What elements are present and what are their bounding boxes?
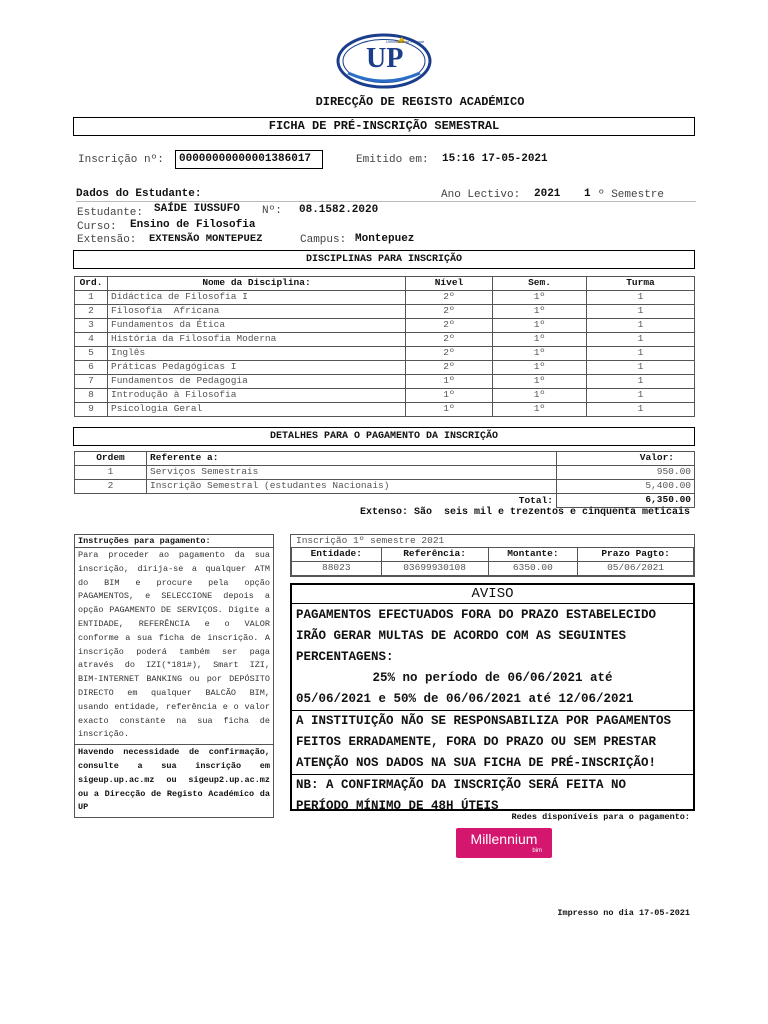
notice-line: A INSTITUIÇÃO NÃO SE RESPONSABILIZA POR PAGAMENTOS [296,714,672,728]
col-deadline: Prazo Pagto: [578,548,694,562]
cell-ord: 1 [75,291,108,305]
student-name-label: Estudante: [77,207,144,219]
cell-level: 1º [406,375,493,389]
cell-semester: 1º [493,305,587,319]
form-title: FICHA DE PRÉ-INSCRIÇÃO SEMESTRAL [268,119,500,133]
extension-label: Extensão: [77,234,137,246]
issued-label: Emitido em: [356,154,429,166]
notice-line: FEITOS ERRADAMENTE, FORA DO PRAZO OU SEM PRESTAR [296,735,657,749]
cell-ord: 4 [75,333,108,347]
reference-box [290,534,695,577]
cell-semester: 1º [493,291,587,305]
cell-discipline: Fundamentos de Pedagogia [108,375,406,389]
form-title-box [73,117,695,136]
payment-networks-label: Redes disponíveis para o pagamento: [511,812,690,822]
table-row [75,480,695,494]
payment-title: DETALHES PARA O PAGAMENTO DA INSCRIÇÃO [269,431,499,442]
academic-year-label: Ano Lectivo: [441,189,521,201]
reference-values-row [292,562,694,576]
cell-ord: 7 [75,375,108,389]
instructions-body: Para proceder ao pagamento da sua inscrição, dirija-se a qualquer ATM do BIM e procure pela opção PAGAMENTOS, e SELECCIONE depois a opção PAGAMENTO DE SERVIÇOS. Digite a ENTIDADE, REFERÊNCIA e o VALOR conforme a sua ficha de inscrição. A inscrição poderá também ser paga através do IZI(*181#), Smart IZI, BIM-INTERNET BANKING ou por DEPÓSITO DIRECTO em qualquer BALCÃO BIM, usando entidade, referência e o valor exacto constante na sua ficha de inscrição. [75,548,273,745]
entity-value: 88023 [292,562,382,576]
table-row [75,375,695,389]
payment-header-row [75,452,695,466]
notice-box [290,583,695,811]
cell-ord: 9 [75,403,108,417]
student-id: 08.1582.2020 [299,204,379,216]
campus: Montepuez [355,233,415,245]
bank-sub: bim [532,848,542,854]
table-row [75,347,695,361]
millennium-bim-logo [456,828,552,858]
table-row [75,291,695,305]
cell-class: 1 [587,389,695,403]
cell-level: 1º [406,389,493,403]
col-class: Turma [587,277,695,291]
table-row [75,389,695,403]
student-section-title: Dados do Estudante: [76,188,202,200]
cell-semester: 1º [493,319,587,333]
cell-discipline: História da Filosofia Moderna [108,333,406,347]
cell-order: 1 [75,466,147,480]
course-label: Curso: [77,221,117,233]
cell-semester: 1º [493,375,587,389]
cell-class: 1 [587,403,695,417]
col-ord: Ord. [75,277,108,291]
cell-order: 2 [75,480,147,494]
cell-discipline: Introdução à Filosofia [108,389,406,403]
cell-level: 1º [406,403,493,417]
registration-number: 00000000000001386017 [179,153,312,165]
notice-line: 25% no período de 06/06/2021 até [372,671,613,685]
col-order: Ordem [75,452,147,466]
academic-year: 2021 [534,188,561,200]
student-divider [76,201,696,202]
col-entity: Entidade: [292,548,382,562]
cell-semester: 1º [493,389,587,403]
table-row [75,333,695,347]
printed-date: Impresso no dia 17-05-2021 [557,908,690,918]
cell-class: 1 [587,361,695,375]
amount-value: 6350.00 [488,562,578,576]
confirmation-note: Havendo necessidade de confirmação, consulte a sua inscrição em sigeup.up.ac.mz ou sigeup2.up.ac.mz ou a Direcção de Registo Académico da UP [78,747,270,813]
payment-table [74,451,695,508]
cell-semester: 1º [493,333,587,347]
col-value: Valor: [557,452,695,466]
cell-class: 1 [587,291,695,305]
instructions-title: Instruções para pagamento: [75,535,273,548]
cell-semester: 1º [493,403,587,417]
notice-line: PERÍODO MÍNIMO DE 48H ÚTEIS [296,799,499,813]
reference-value: 03699930108 [381,562,488,576]
semester-number: 1 [584,188,591,200]
course: Ensino de Filosofia [130,219,256,231]
disciplines-table [74,276,695,417]
cell-ord: 8 [75,389,108,403]
table-row [75,319,695,333]
cell-class: 1 [587,347,695,361]
cell-reference: Serviços Semestrais [147,466,557,480]
notice-line: PERCENTAGENS: [296,650,394,664]
bank-name: Millennium [470,831,538,847]
logo-text: UP [366,43,404,74]
total-value: 6,350.00 [557,494,695,508]
col-name: Nome da Disciplina: [108,277,406,291]
notice-line: NB: A CONFIRMAÇÃO DA INSCRIÇÃO SERÁ FEITA NO [296,778,627,792]
cell-discipline: Fundamentos da Ética [108,319,406,333]
cell-level: 2º [406,319,493,333]
cell-value: 950.00 [557,466,695,480]
col-reference: Referente a: [147,452,557,466]
disciplines-header-row [75,277,695,291]
issued-value: 15:16 17-05-2021 [442,153,548,165]
total-label: Total: [518,494,553,506]
cell-class: 1 [587,305,695,319]
cell-reference: Inscrição Semestral (estudantes Nacionais) [147,480,557,494]
table-row [75,403,695,417]
instructions-box [74,534,274,818]
cell-ord: 2 [75,305,108,319]
notice-line: ATENÇÃO NOS DADOS NA SUA FICHA DE PRÉ-INSCRIÇÃO! [292,753,693,775]
notice-line: 05/06/2021 e 50% de 06/06/2021 até 12/06/2021 [292,689,693,711]
semester-label: º Semestre [598,189,665,201]
cell-semester: 1º [493,361,587,375]
amount-in-words: Extenso: São seis mil e trezentos e cinquenta meticais [359,507,690,518]
cell-ord: 6 [75,361,108,375]
registration-number-label: Inscrição nº: [78,154,164,166]
cell-level: 2º [406,347,493,361]
payment-title-box [73,427,695,446]
cell-level: 2º [406,305,493,319]
table-row [75,305,695,319]
disciplines-title: DISCIPLINAS PARA INSCRIÇÃO [305,254,463,265]
registration-number-box [175,150,323,169]
cell-discipline: Psicologia Geral [108,403,406,417]
notice-title: AVISO [292,585,693,604]
deadline-value: 05/06/2021 [578,562,694,576]
col-amount: Montante: [488,548,578,562]
disciplines-title-box [73,250,695,269]
reference-table [291,547,694,576]
cell-discipline: Filosofia Africana [108,305,406,319]
cell-level: 2º [406,333,493,347]
university-logo [336,33,432,89]
total-row [75,494,695,508]
cell-class: 1 [587,319,695,333]
cell-class: 1 [587,375,695,389]
student-name: SAÍDE IUSSUFO [154,203,240,215]
cell-ord: 3 [75,319,108,333]
reference-box-title: Inscrição 1º semestre 2021 [296,535,445,546]
reference-header-row [292,548,694,562]
col-semester: Sem. [493,277,587,291]
cell-discipline: Práticas Pedagógicas I [108,361,406,375]
cell-level: 2º [406,291,493,305]
campus-label: Campus: [300,234,347,246]
cell-semester: 1º [493,347,587,361]
student-id-label: Nº: [262,205,282,217]
col-ref: Referência: [381,548,488,562]
cell-discipline: Inglês [108,347,406,361]
logo-arc-text: Universidade Púnguè [386,39,425,44]
cell-discipline: Didáctica de Filosofia I [108,291,406,305]
institution-title: DIRECÇÃO DE REGISTO ACADÉMICO [315,95,525,109]
col-level: Nível [406,277,493,291]
cell-class: 1 [587,333,695,347]
extension: EXTENSÃO MONTEPUEZ [149,233,263,245]
notice-line: PAGAMENTOS EFECTUADOS FORA DO PRAZO ESTABELECIDO [296,608,657,622]
table-row [75,466,695,480]
cell-value: 5,400.00 [557,480,695,494]
notice-line: IRÃO GERAR MULTAS DE ACORDO COM AS SEGUINTES [296,629,627,643]
table-row [75,361,695,375]
cell-level: 2º [406,361,493,375]
cell-ord: 5 [75,347,108,361]
